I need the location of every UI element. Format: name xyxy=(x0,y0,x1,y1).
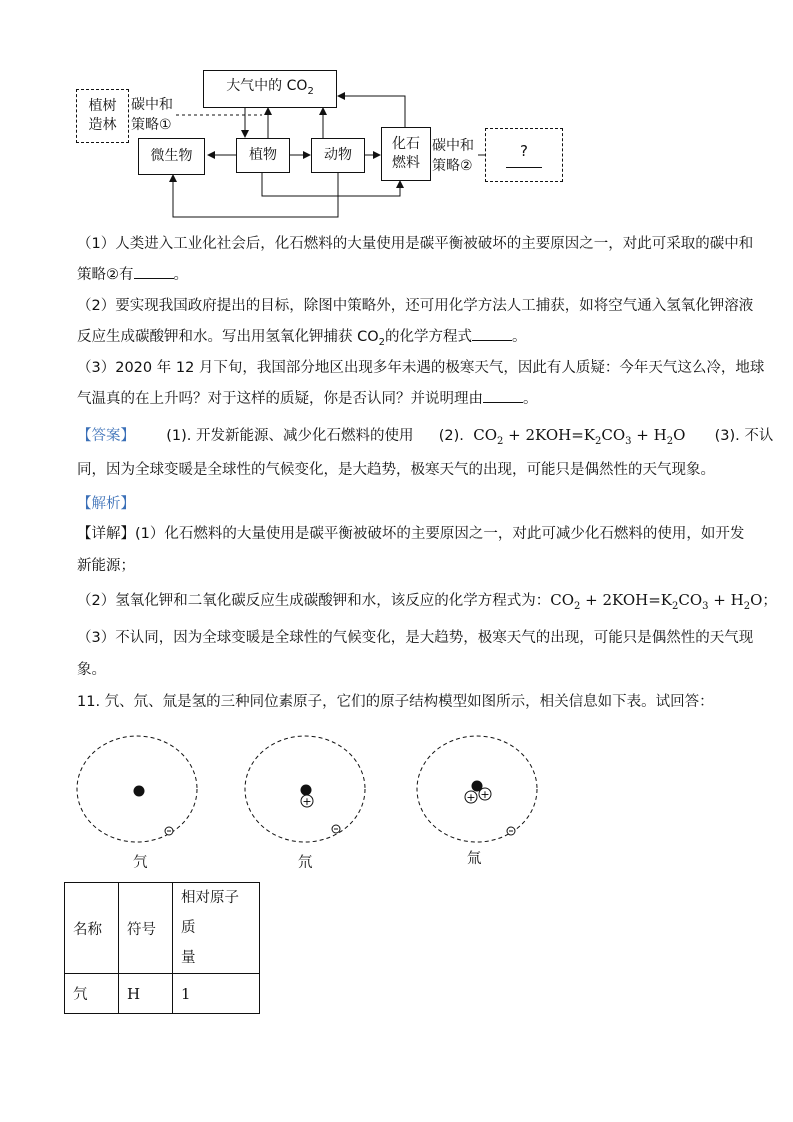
protium-label: 氕 xyxy=(133,855,148,871)
analysis-2-end: ； xyxy=(762,593,777,609)
afforestation-box xyxy=(76,89,129,143)
analysis-1-line2: 新能源； xyxy=(77,558,135,574)
unknown-blank xyxy=(506,167,542,168)
strategy1-line2: 策略① xyxy=(131,117,172,133)
q1-answer-blank xyxy=(134,264,174,279)
header-symbol: 符号 xyxy=(119,883,173,974)
answer-1: (1). 开发新能源、减少化石燃料的使用 xyxy=(166,428,414,444)
answer-tag: 【答案】 xyxy=(77,428,135,444)
q2-answer-blank xyxy=(472,326,512,341)
fossil-line2: 燃料 xyxy=(392,155,420,171)
analysis-1-line1: 【详解】(1）化石燃料的大量使用是碳平衡被破坏的主要原因之一，对此可减少化石燃料的使用，如开发 xyxy=(77,526,745,542)
question-2-line2 xyxy=(77,326,527,353)
row1-mass: 1 xyxy=(173,974,260,1014)
atom-models xyxy=(0,725,793,875)
question-11-stem: 11. 氕、氘、氚是氢的三种同位素原子，它们的原子结构模型如图所示，相关信息如下表。试回答： xyxy=(77,694,714,710)
question-1-line1: （1）人类进入工业化社会后，化石燃料的大量使用是碳平衡被破坏的主要原因之一，对此可采取的碳中和 xyxy=(77,236,754,252)
afforestation-line2: 造林 xyxy=(88,117,117,133)
animals-box xyxy=(311,138,365,173)
deuterium-model xyxy=(245,736,365,842)
atmosphere-label: 大气中的 CO xyxy=(226,78,308,95)
analysis-tag: 【解析】 xyxy=(77,496,135,512)
analysis-2-text: （2）氢氧化钾和二氧化碳反应生成碳酸钾和水，该反应的化学方程式为： xyxy=(77,593,551,609)
analysis-3-line2: 象。 xyxy=(77,662,106,678)
afforestation-line1: 植树 xyxy=(88,98,117,114)
answer-3-label: (3). 不认 xyxy=(714,428,774,444)
q1-end: 。 xyxy=(173,267,188,283)
q2-text-b: 的化学方程式 xyxy=(385,329,473,345)
q3-text: 气温真的在上升吗？对于这样的质疑，你是否认同？并说明理由 xyxy=(77,391,483,407)
analysis-2 xyxy=(77,590,777,617)
isotope-table xyxy=(64,882,260,1014)
svg-text:+: + xyxy=(480,788,490,801)
q1-text: 策略②有 xyxy=(77,267,134,283)
fossil-line1: 化石 xyxy=(392,136,420,152)
microbes-label: 微生物 xyxy=(150,148,193,164)
svg-text:+: + xyxy=(466,791,476,804)
q3-end: 。 xyxy=(523,391,538,407)
tritium-model xyxy=(417,736,537,842)
strategy2-line2: 策略② xyxy=(432,158,473,174)
header-name: 名称 xyxy=(65,883,119,974)
unknown-mark: ? xyxy=(520,142,528,160)
question-1-line2 xyxy=(77,264,188,285)
microbes-box xyxy=(138,138,205,175)
strategy2-label xyxy=(432,136,474,176)
answer-line2: 同，因为全球变暖是全球性的气候变化，是大趋势，极寒天气的出现，可能只是偶然性的天气现象。 xyxy=(77,462,715,478)
tritium-label: 氚 xyxy=(467,851,482,867)
animals-label: 动物 xyxy=(324,147,352,163)
atmosphere-co2-box xyxy=(203,70,337,108)
strategy1-line1: 碳中和 xyxy=(131,97,173,113)
unknown-strategy-box xyxy=(485,128,563,182)
analysis-2-equation: $CO_2 + 2KOH=K_2CO_3 + H_2O$ xyxy=(550,591,763,612)
answer-2-equation: $CO_2 + 2KOH=K_2CO_3 + H_2O$ xyxy=(468,426,686,447)
plants-label: 植物 xyxy=(249,147,277,163)
row1-symbol: H xyxy=(119,974,173,1014)
row1-name: 氕 xyxy=(65,974,119,1014)
q2-text: 反应生成碳酸钾和水。写出用氢氧化钾捕获 CO xyxy=(77,329,379,345)
svg-text:+: + xyxy=(302,795,312,808)
answer-2-label: (2). xyxy=(438,428,464,444)
deuterium-label: 氘 xyxy=(298,855,313,871)
atmosphere-sub: 2 xyxy=(307,85,314,97)
fossil-fuel-box xyxy=(381,127,431,181)
protium-model xyxy=(77,736,197,842)
header-mass-line1: 相对原子质 xyxy=(181,890,239,936)
question-2-line1: （2）要实现我国政府提出的目标，除图中策略外，还可用化学方法人工捕获，如将空气通入氢氧化钾溶液 xyxy=(77,298,754,314)
q3-answer-blank xyxy=(483,388,523,403)
answer-line1 xyxy=(77,425,773,452)
table-row xyxy=(65,974,260,1014)
strategy2-line1: 碳中和 xyxy=(432,138,474,154)
header-mass xyxy=(173,883,260,974)
question-3-line2 xyxy=(77,388,538,409)
header-mass-line2: 量 xyxy=(181,950,196,966)
strategy1-label xyxy=(131,95,173,135)
q2-sub: 2 xyxy=(378,336,386,348)
table-header-row xyxy=(65,883,260,974)
analysis-3-line1: （3）不认同，因为全球变暖是全球性的气候变化，是大趋势，极寒天气的出现，可能只是偶然性的天气现 xyxy=(77,630,754,646)
q2-end: 。 xyxy=(512,329,527,345)
plants-box xyxy=(236,138,290,173)
question-3-line1: （3）2020 年 12 月下旬，我国部分地区出现多年未遇的极寒天气，因此有人质疑：今年天气这么冷，地球 xyxy=(77,360,765,376)
